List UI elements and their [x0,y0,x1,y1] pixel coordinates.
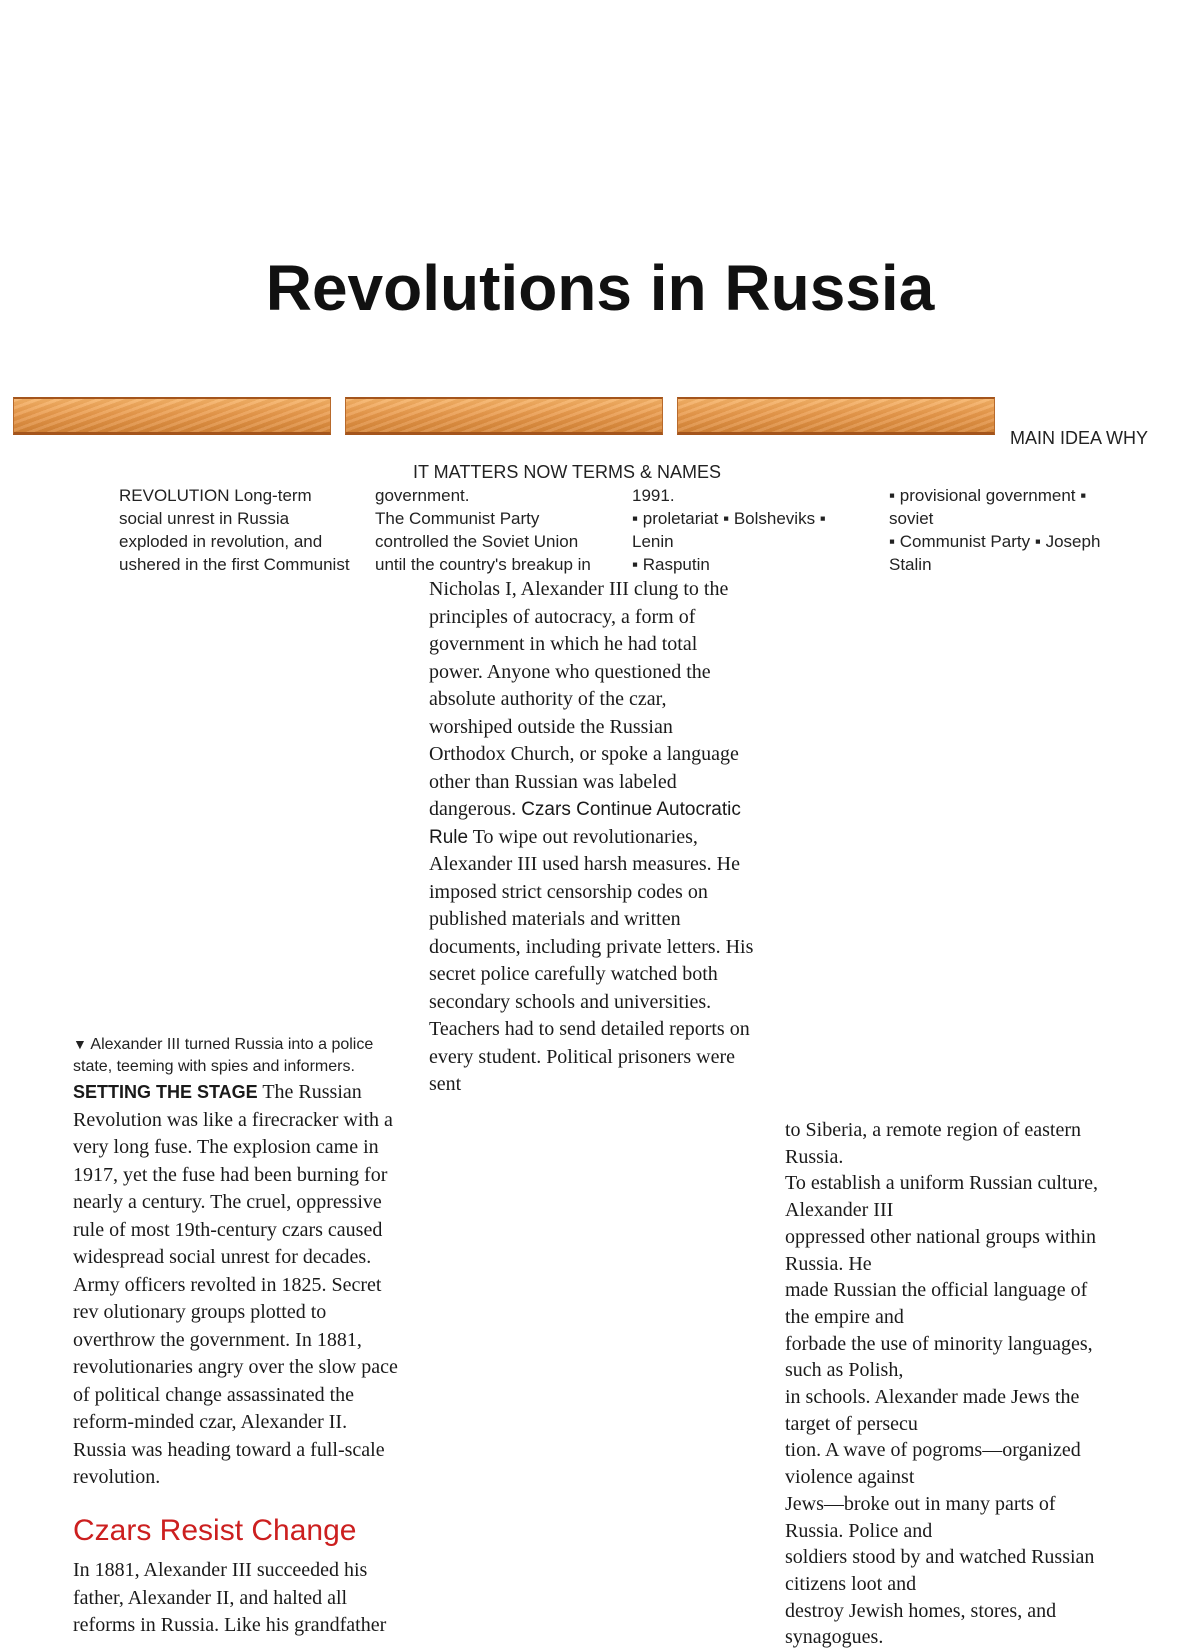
body-line: tion. A wave of pogroms—organized [785,1439,1081,1462]
body-line: revolution. [73,1466,161,1488]
body-line: worshiped outside the Russian [429,715,673,738]
main-idea-line: exploded in revolution, and [119,532,323,551]
section-heading-czars-resist-change: Czars Resist Change [73,1514,357,1547]
body-line: forbade the use of minority languages, [785,1332,1093,1355]
body-line: such as Polish, [785,1359,904,1382]
terms-line: ▪ Communist Party ▪ Joseph [889,532,1101,551]
body-line: made Russian the official language of [785,1279,1088,1302]
caption-line: state, teeming with spies and informers. [73,1058,355,1075]
body-line: Alexander III used harsh measures. He [429,853,740,875]
body-line: Russia. He [785,1252,872,1275]
subheading-rule: Rule [429,826,469,848]
body-line: Alexander III [785,1199,894,1222]
body-line [429,796,799,824]
body-line: to Siberia, a remote region of eastern [785,1119,1081,1141]
body-line: sent [429,1073,462,1095]
body-line [73,1079,443,1107]
body-line: Russia. [785,1145,844,1168]
body-line [429,824,799,852]
page-title: Revolutions in Russia [265,252,935,324]
body-line: other than Russian was labeled [429,770,677,793]
body-line: 1917, yet the fuse had been burning for [73,1163,388,1186]
terms-line: ▪ proletariat ▪ Bolsheviks ▪ [632,509,826,528]
terms-line: ▪ provisional government ▪ [889,486,1087,505]
body-text: dangerous. [429,798,522,820]
body-line: Nicholas I, Alexander III clung to the [429,578,729,600]
why-it-matters-line: until the country's breakup in [375,555,591,574]
body-text: The Russian [257,1081,362,1103]
body-line: Russia was heading toward a full-scale [73,1438,385,1461]
body-line: government in which he had total [429,633,698,655]
body-line: destroy Jewish homes, stores, and [785,1599,1057,1622]
body-line: of political change assassinated the [73,1383,355,1406]
body-line: Teachers had to send detailed reports on [429,1018,750,1040]
body-line: Russia. Police and [785,1519,933,1542]
why-it-matters-line: controlled the Soviet Union [375,532,579,551]
body-line: father, Alexander II, and halted all [73,1586,348,1609]
body-line: every student. Political prisoners were [429,1045,736,1068]
terms-line: Stalin [889,555,932,574]
body-line: Jews—broke out in many parts of [785,1492,1056,1515]
body-line: documents, including private letters. His [429,935,754,958]
body-line: rule of most 19th-century czars caused [73,1218,383,1241]
body-line: very long fuse. The explosion came in [73,1136,379,1158]
main-idea-text [119,484,379,576]
body-line: Army officers revolted in 1825. Secret [73,1273,382,1296]
terms-line: 1991. [632,486,675,505]
body-text: To wipe out revolutionaries, [468,825,698,848]
body-line: Revolution was like a firecracker with a [73,1108,393,1131]
terms-line: Lenin [632,532,674,551]
body-line: in schools. Alexander made Jews the [785,1386,1080,1409]
why-it-matters-text [375,484,620,576]
body-line: target of persecu [785,1412,918,1435]
triangle-down-icon: ▼ [73,1036,87,1052]
body-line: rev olutionary groups plotted to [73,1301,327,1323]
terms-line: soviet [889,509,934,528]
body-line: Orthodox Church, or spoke a language [429,743,739,765]
caption-text: Alexander III turned Russia into a police [90,1036,374,1053]
setting-the-stage-heading: SETTING THE STAGE [73,1082,258,1102]
body-line: In 1881, Alexander III succeeded his [73,1559,368,1581]
image-caption [73,1033,453,1078]
header-bar-main-idea [13,397,331,435]
body-line: soldiers stood by and watched Russian [785,1546,1095,1569]
body-line: oppressed other national groups within [785,1225,1097,1248]
body-line: secondary schools and universities. [429,990,712,1013]
body-line: overthrow the government. In 1881, [73,1328,362,1351]
body-line: reform-minded czar, Alexander II. [73,1411,348,1433]
terms-list-b [889,484,1134,576]
terms-list-a [632,484,862,576]
why-it-matters-line: The Communist Party [375,509,540,528]
main-idea-line: REVOLUTION Long-term [119,486,312,505]
body-line: widespread social unrest for decades. [73,1246,372,1268]
right-body-text [785,1117,1145,1651]
body-line: citizens loot and [785,1572,917,1595]
body-line: principles of autocracy, a form of [429,605,696,628]
setting-the-stage [73,1079,443,1492]
body-line: reforms in Russia. Like his grandfather [73,1614,387,1636]
body-line: power. Anyone who questioned the [429,660,711,683]
body-line: synagogues. [785,1626,884,1649]
body-line: To establish a uniform Russian culture, [785,1172,1098,1195]
it-matters-label: IT MATTERS NOW TERMS & NAMES [413,462,722,482]
header-bar-why-it-matters [345,397,663,435]
main-idea-line: social unrest in Russia [119,509,290,528]
body-line: absolute authority of the czar, [429,688,667,710]
why-it-matters-line: government. [375,486,470,505]
body-line: nearly a century. The cruel, oppressive [73,1191,382,1213]
body-line: imposed strict censorship codes on [429,880,708,903]
middle-body-text [429,576,799,1099]
body-line: revolutionaries angry over the slow pace [73,1356,398,1378]
czars-resist-change-text [73,1557,443,1640]
body-line: published materials and written [429,908,681,930]
main-idea-line: ushered in the first Communist [119,555,350,574]
subheading-czars-continue: Czars Continue Autocratic [521,799,741,820]
caption-line [73,1033,453,1056]
body-line: secret police carefully watched both [429,963,718,985]
body-line: violence against [785,1466,915,1489]
header-bar-terms-names [677,397,995,435]
main-idea-label: MAIN IDEA WHY [1010,428,1149,448]
body-line: the empire and [785,1305,904,1328]
terms-line: ▪ Rasputin [632,555,710,574]
